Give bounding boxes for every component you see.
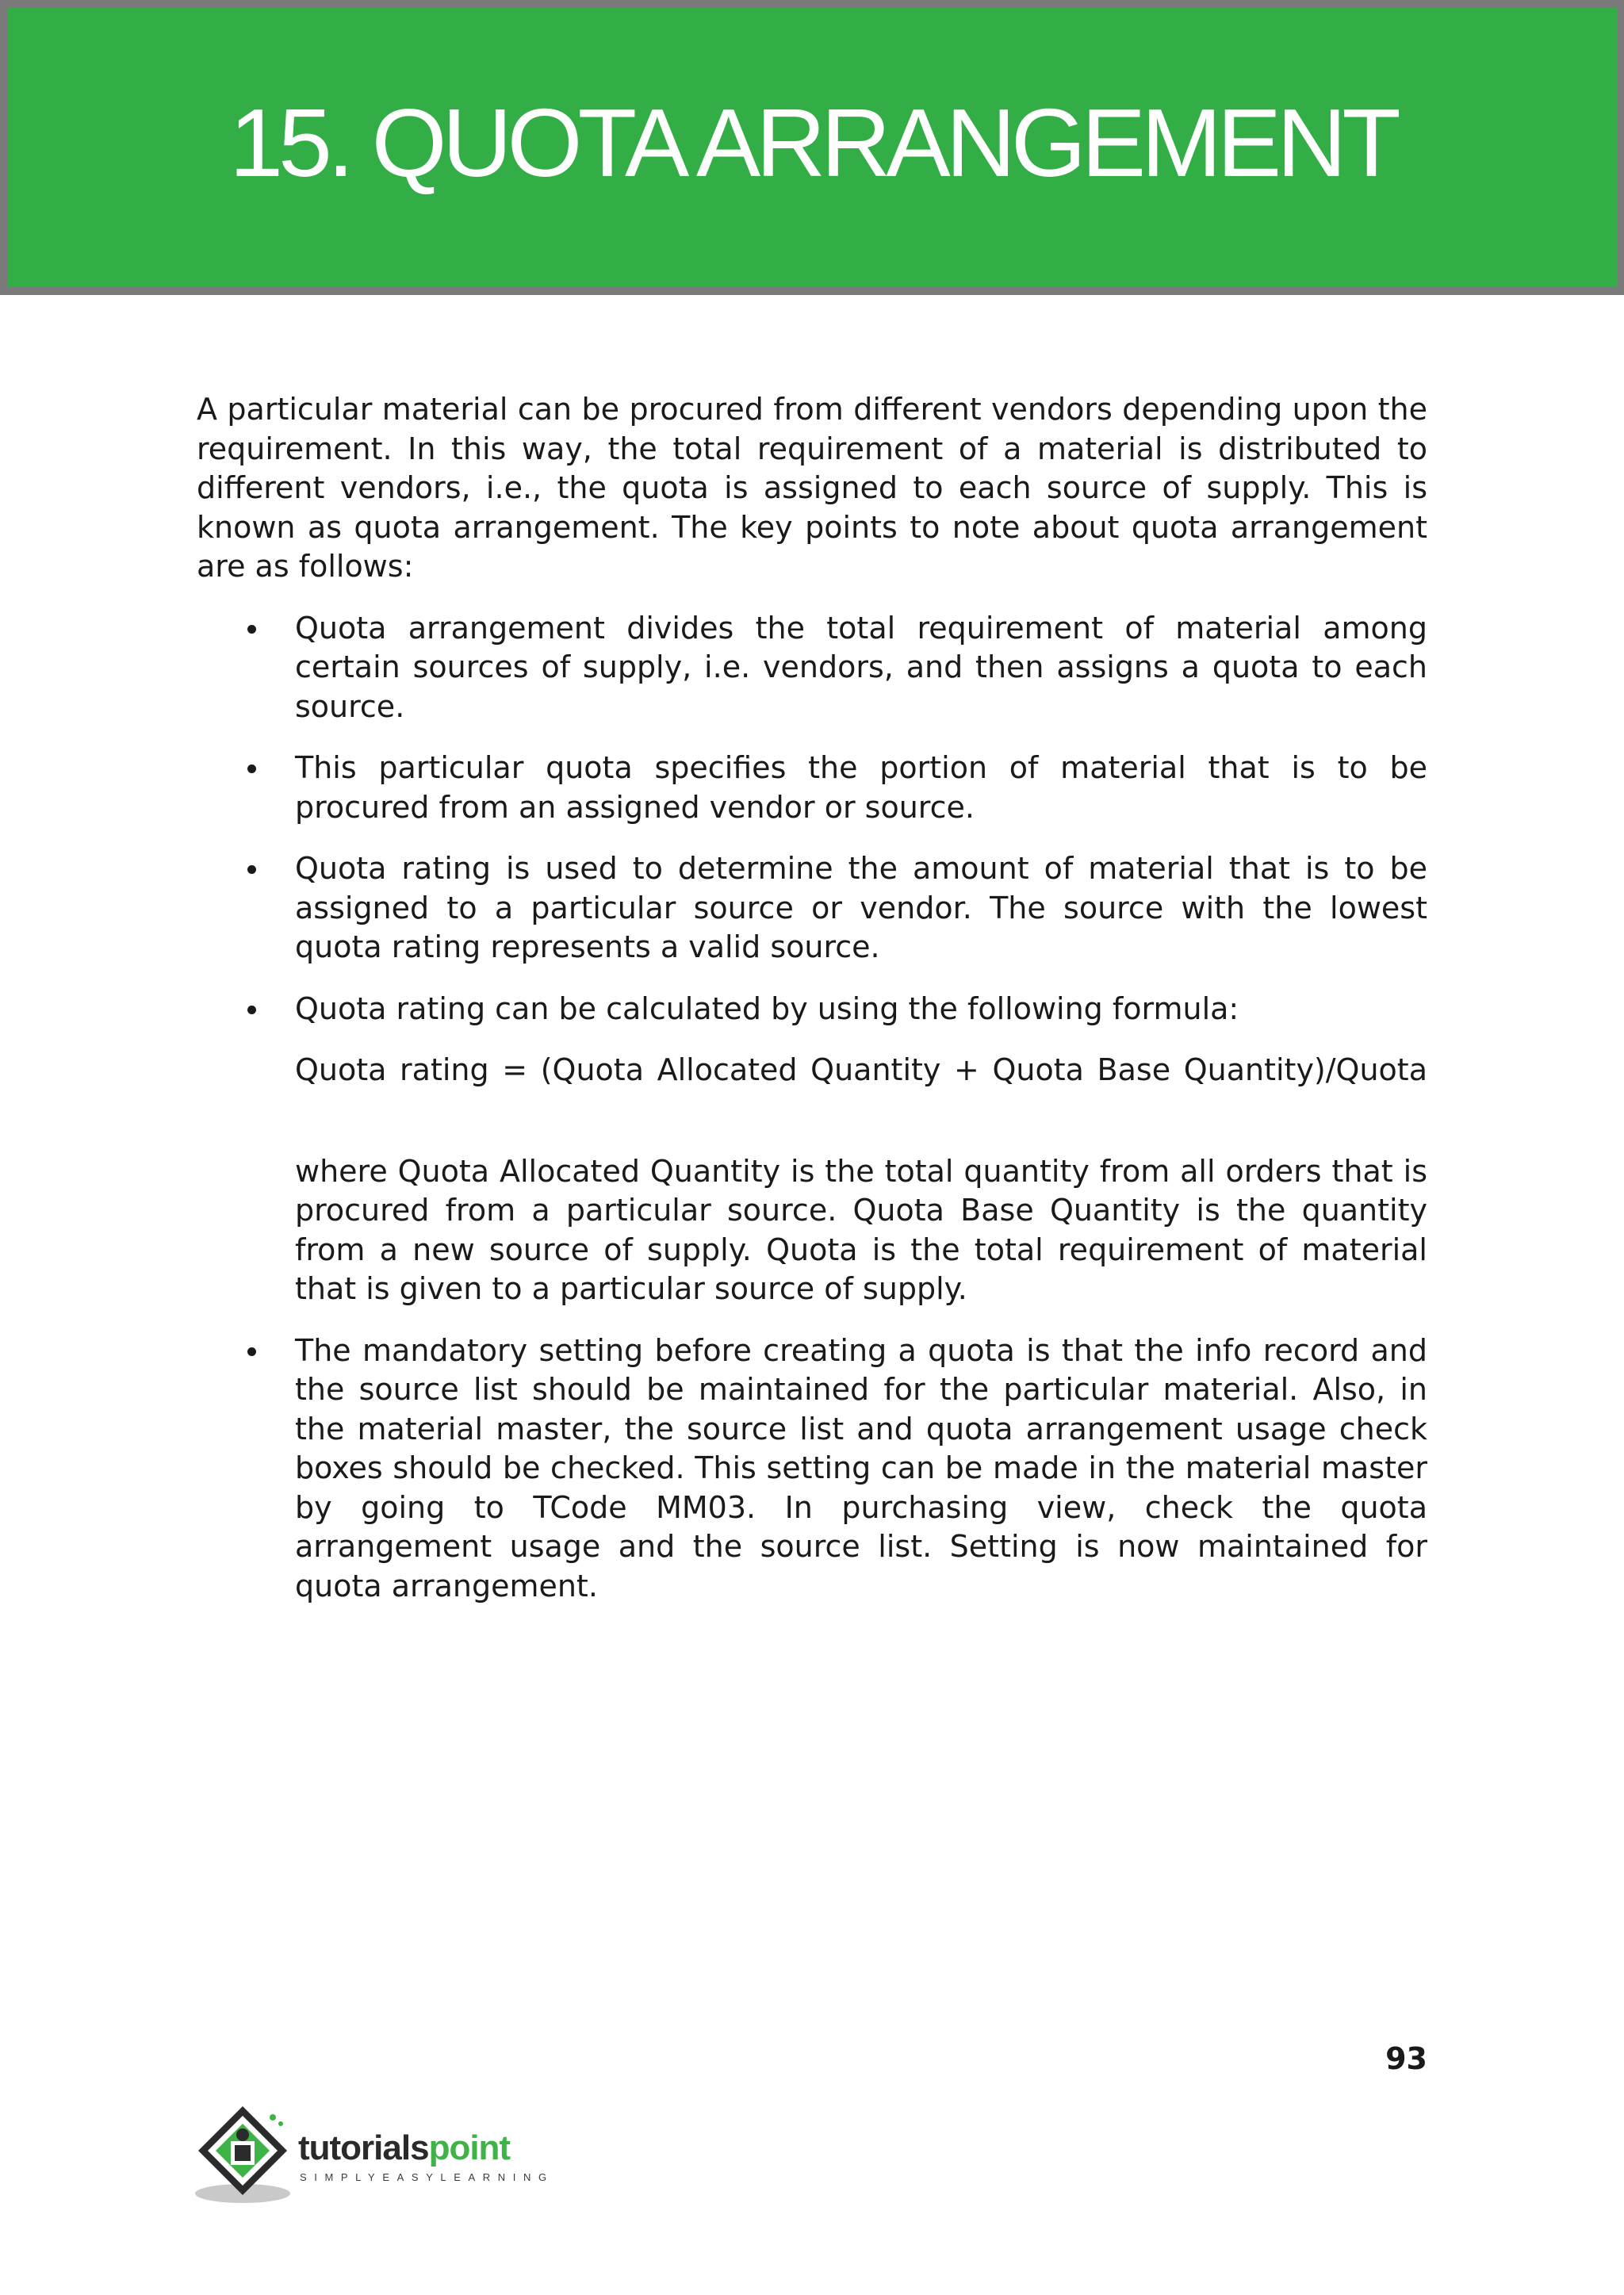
quota-rating-formula: Quota rating = (Quota Allocated Quantity + Quota Base Quantity)/Quota	[295, 1052, 1427, 1087]
list-item	[197, 749, 1427, 827]
bullet-text: Quota rating can be calculated by using the following formula:	[295, 990, 1239, 1026]
logo-wordmark: tutorialspoint	[298, 2128, 511, 2167]
bullet-icon	[247, 625, 256, 634]
bullet-icon	[247, 865, 256, 874]
bullet-text: The mandatory setting before creating a quota is that the info record and the source list should be maintained for the particular material. Also, in the material master, the source list and quota arrangement usage check boxes should be checked. This setting can be made in the material master by going to TCode MM03. In purchasing view, check the quota arrangement usage and the source list. Setting is now maintained for quota arrangement.	[295, 1332, 1427, 1603]
list-item	[197, 609, 1427, 727]
bullet-icon	[247, 1347, 256, 1356]
chapter-header-band	[0, 0, 1624, 295]
chapter-title: 15. QUOTA ARRANGEMENT	[229, 89, 1396, 197]
key-points-list	[197, 609, 1427, 1607]
logo-emblem-icon	[193, 2100, 304, 2211]
formula-explanation: where Quota Allocated Quantity is the total quantity from all orders that is procured from a particular source. Quota Base Quantity is the quantity from a new source of supply. Quota is the total requirement of material that is given to a particular source of supply.	[295, 1153, 1427, 1306]
page-number: 93	[1385, 2041, 1427, 2076]
list-item	[197, 849, 1427, 967]
logo-tagline: SIMPLYEASYLEARNING	[300, 2171, 554, 2183]
list-item	[197, 990, 1427, 1309]
chapter-header	[8, 8, 1618, 287]
bullet-icon	[247, 1006, 256, 1014]
page-body	[197, 390, 1427, 1628]
bullet-text: This particular quota specifies the portion of material that is to be procured from an assigned vendor or source.	[295, 750, 1427, 825]
tutorialspoint-logo	[193, 2100, 574, 2211]
list-item	[197, 1331, 1427, 1607]
bullet-text: Quota rating is used to determine the amount of material that is to be assigned to a particular source or vendor. The source with the lowest quota rating represents a valid source.	[295, 851, 1427, 964]
bullet-icon	[247, 764, 256, 773]
intro-paragraph: A particular material can be procured from different vendors depending upon the requirement. In this way, the total requirement of a material is distributed to different vendors, i.e., the quota is assigned to each source of supply. This is known as quota arrangement. The key points to note about quota arrangement are as follows:	[197, 392, 1427, 584]
bullet-text: Quota arrangement divides the total requirement of material among certain sources of supply, i.e. vendors, and then assigns a quota to each source.	[295, 610, 1427, 724]
